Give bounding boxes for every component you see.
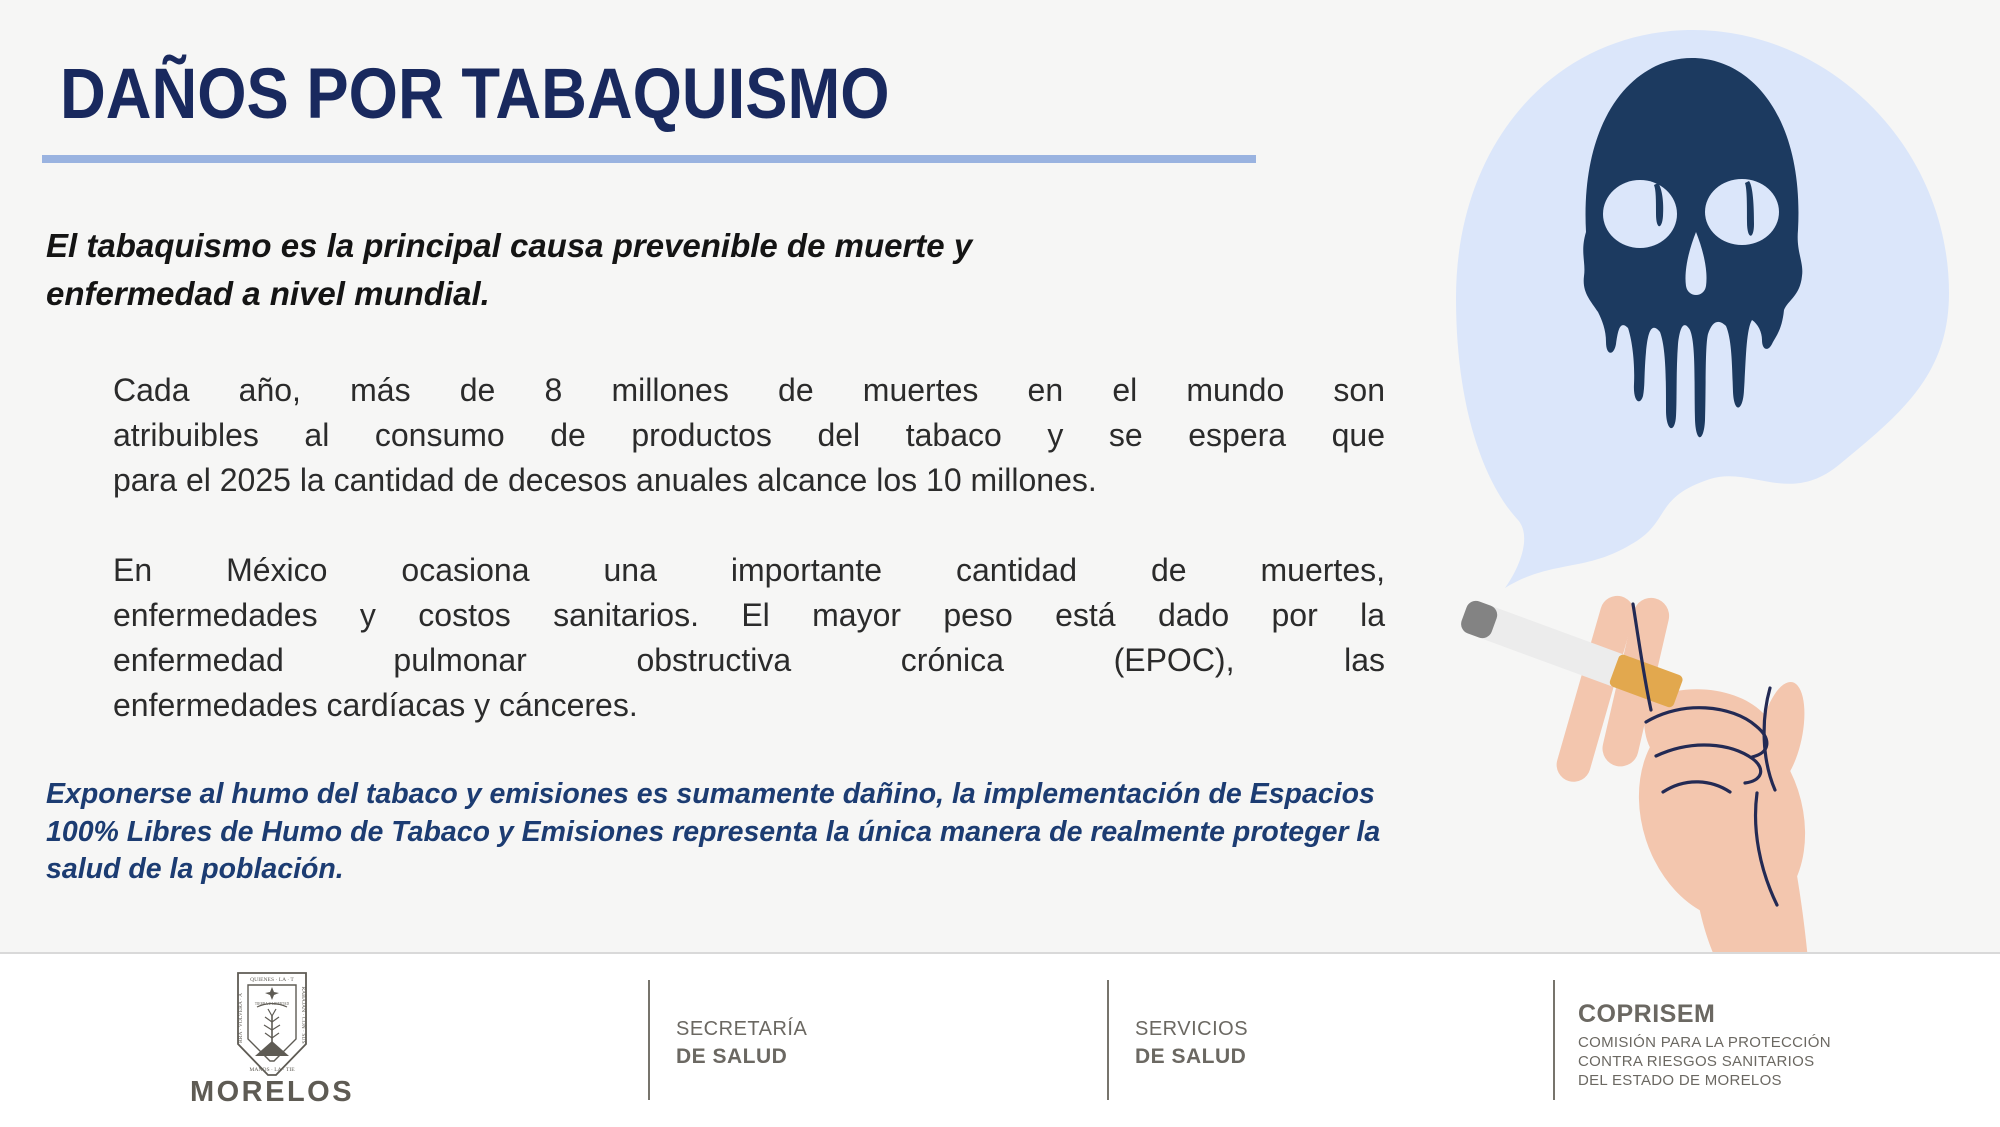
shield-mount	[255, 1041, 289, 1056]
paragraph-line: para el 2025 la cantidad de decesos anuales alcance los 10 millones.	[113, 462, 1097, 498]
footer-divider	[648, 980, 650, 1100]
shield-border-text-right: RABAJAN · CON · SUS	[300, 986, 306, 1044]
smoke-free-spaces-note	[46, 776, 1506, 889]
servicios-line1: SERVICIOS	[1135, 1018, 1249, 1040]
intro-statement	[46, 222, 1346, 318]
note-line: 100% Libres de Humo de Tabaco y Emisiones representa la única manera de realmente proteger la	[46, 815, 1381, 848]
morelos-wordmark: MORELOS	[189, 1076, 355, 1108]
servicios-de-salud-logo	[1135, 1018, 1248, 1069]
shield-border-text-bottom: MANOS · LA · TIE	[249, 1067, 295, 1073]
footer-divider	[1553, 980, 1555, 1100]
intro-line: El tabaquismo es la principal causa prevenible de muerte y	[46, 227, 973, 264]
footer-divider	[1107, 980, 1109, 1100]
coprisem-logo	[1578, 1000, 1831, 1090]
secretaria-de-salud-logo	[676, 1018, 807, 1069]
shield-border-text-top: QUIENES · LA · T	[250, 977, 294, 983]
page-title: DAÑOS POR TABAQUISMO	[60, 53, 890, 133]
paragraph-deaths-worldwide	[113, 368, 1385, 503]
coprisem-line1: COMISIÓN PARA LA PROTECCIÓN	[1578, 1034, 1831, 1051]
skull-eye-left	[1603, 180, 1677, 248]
note-line: Exponerse al humo del tabaco y emisiones es sumamente dañino, la implementación de Espacios	[46, 778, 1375, 810]
paragraph-line: En México ocasiona una importante cantidad de muertes,	[113, 552, 1385, 588]
shield-border-text-left: RRA · VOLVERA · A	[238, 992, 244, 1044]
paragraph-line: enfermedad pulmonar obstructiva crónica (EPOC), las	[113, 642, 1385, 678]
paragraph-line: atribuibles al consumo de productos del tabaco y se espera que	[113, 417, 1385, 453]
coprisem-line2: CONTRA RIESGOS SANITARIOS	[1578, 1053, 1815, 1070]
intro-line: enfermedad a nivel mundial.	[46, 275, 490, 312]
paragraph-mexico-impact	[113, 548, 1385, 728]
footer-bar	[0, 952, 2000, 1127]
paragraph-line: enfermedades cardíacas y cánceres.	[113, 687, 638, 723]
paragraph-line: enfermedades y costos sanitarios. El mayor peso está dado por la	[113, 597, 1385, 633]
secretaria-line2: DE SALUD	[676, 1045, 788, 1068]
hand-holding-cigarette	[1458, 592, 1831, 960]
secretaria-line1: SECRETARÍA	[676, 1018, 808, 1040]
shield-motto: TIERRA Y LIBERTAD	[254, 1002, 290, 1006]
coprisem-name: COPRISEM	[1578, 1000, 1716, 1028]
shield-star	[265, 987, 279, 1000]
title-underline	[42, 155, 1256, 163]
servicios-line2: DE SALUD	[1135, 1045, 1247, 1068]
paragraph-line: Cada año, más de 8 millones de muertes en el mundo son	[113, 372, 1385, 408]
note-line: salud de la población.	[46, 853, 344, 885]
morelos-coat-of-arms	[231, 970, 313, 1082]
coprisem-line3: DEL ESTADO DE MORELOS	[1578, 1072, 1782, 1089]
smoking-harm-illustration	[1400, 0, 2000, 960]
skull-eye-right	[1705, 179, 1779, 245]
